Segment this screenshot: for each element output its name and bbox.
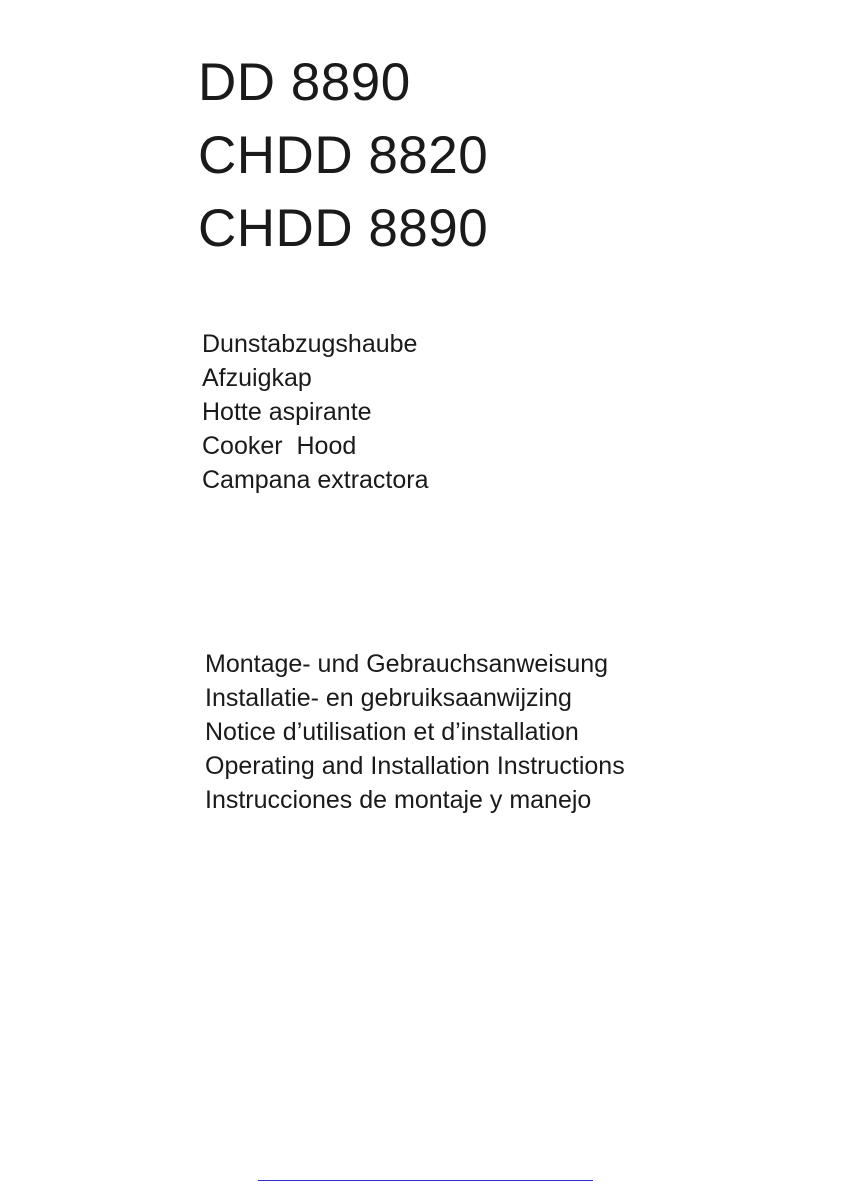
model-number: DD 8890 <box>198 53 411 112</box>
product-name: Dunstabzugshaube <box>202 330 418 358</box>
manual-title: Operating and Installation Instructions <box>205 752 625 780</box>
footer-link-underline[interactable] <box>258 1180 593 1181</box>
product-name-list <box>202 327 429 497</box>
manual-title-list <box>205 647 625 817</box>
product-name: Campana extractora <box>202 466 429 494</box>
model-number: CHDD 8820 <box>198 126 489 185</box>
model-numbers <box>198 46 488 265</box>
manual-title: Montage- und Gebrauchsanweisung <box>205 650 609 678</box>
product-name: Cooker Hood <box>202 432 357 460</box>
manual-title: Notice d’utilisation et d’installation <box>205 718 579 746</box>
manual-title: Installatie- en gebruiksaanwijzing <box>205 684 572 712</box>
product-name: Afzuigkap <box>202 364 312 392</box>
product-name: Hotte aspirante <box>202 398 372 426</box>
model-number: CHDD 8890 <box>198 199 489 258</box>
manual-title: Instrucciones de montaje y manejo <box>205 786 592 814</box>
